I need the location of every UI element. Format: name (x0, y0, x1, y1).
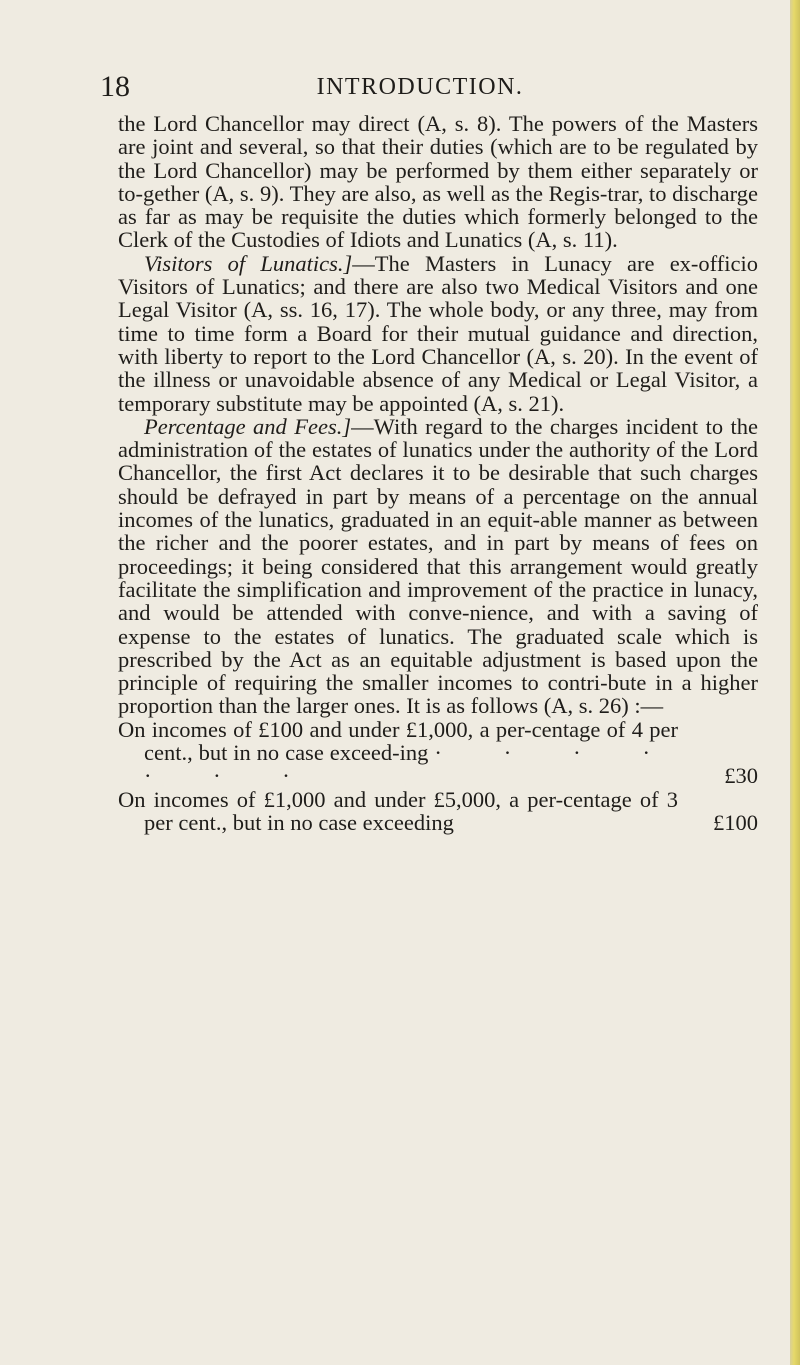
page-header (100, 64, 740, 104)
paragraph-text: the Lord Chancellor may direct (A, s. 8). The powers of the Masters are joint and several, so that their duties (which are to be regulated by the Lord Chancellor) may be performed by them either separately or to-gether (A, s. 9). They are also, as well as the Regis-trar, to discharge as far as may be requisite the duties which formerly belonged to the Clerk of the Custodies of Idiots and Lunatics (A, s. 11). (118, 111, 758, 253)
paragraph-continuation (118, 112, 758, 252)
schedule-item-text: On incomes of £1,000 and under £5,000, a per-centage of 3 per cent., but in no case exceeding (118, 786, 678, 835)
body-text (118, 112, 758, 834)
page-number: 18 (100, 70, 130, 103)
paragraph-text: —The Masters in Lunacy are ex-officio Visitors of Lunatics; and there are also two Medical Visitors and one Legal Visitor (A, ss. 16, 17). The whole body, or any three, may from time to time form a Board for their mutual guidance and direction, with liberty to report to the Lord Chancellor (A, s. 20). In the event of the illness or unavoidable absence of any Medical or Legal Visitor, a temporary substitute may be appointed (A, s. 21). (118, 250, 758, 416)
schedule-item (118, 718, 758, 788)
schedule-item (118, 788, 758, 835)
paragraph-visitors (118, 252, 758, 415)
fee-schedule (118, 718, 758, 834)
paragraph-text: —With regard to the charges incident to the administration of the estates of lunatics under the authority of the Lord Chancellor, the first Act declares it to be desirable that such charges should be defrayed in part by means of a percentage on the annual incomes of the lunatics, graduated in an equit-able manner as between the richer and the poorer estates, and in part by means of fees on proceedings; it being considered that this arrangement would greatly facilitate the simplification and improvement of the practice in lunacy, and would be attended with conve-nience, and with a saving of expense to the estates of lunatics. The graduated scale which is prescribed by the Act as an equitable adjustment is based upon the principle of requiring the smaller incomes to contri-bute in a higher proportion than the larger ones. It is as follows (A, s. 26) :— (118, 413, 758, 719)
schedule-item-text: On incomes of £100 and under £1,000, a per-centage of 4 per cent., but in no case exceed-ing (118, 716, 678, 766)
page-edge (790, 0, 800, 1365)
schedule-amount: £100 (713, 809, 758, 835)
dot-leader: · · · · · · · (144, 740, 678, 789)
paragraph-percentage (118, 415, 758, 718)
schedule-amount: £30 (724, 763, 758, 789)
running-head: INTRODUCTION. (316, 74, 524, 100)
side-heading: Visitors of Lunatics.] (144, 250, 353, 276)
side-heading: Percentage and Fees.] (144, 413, 352, 439)
